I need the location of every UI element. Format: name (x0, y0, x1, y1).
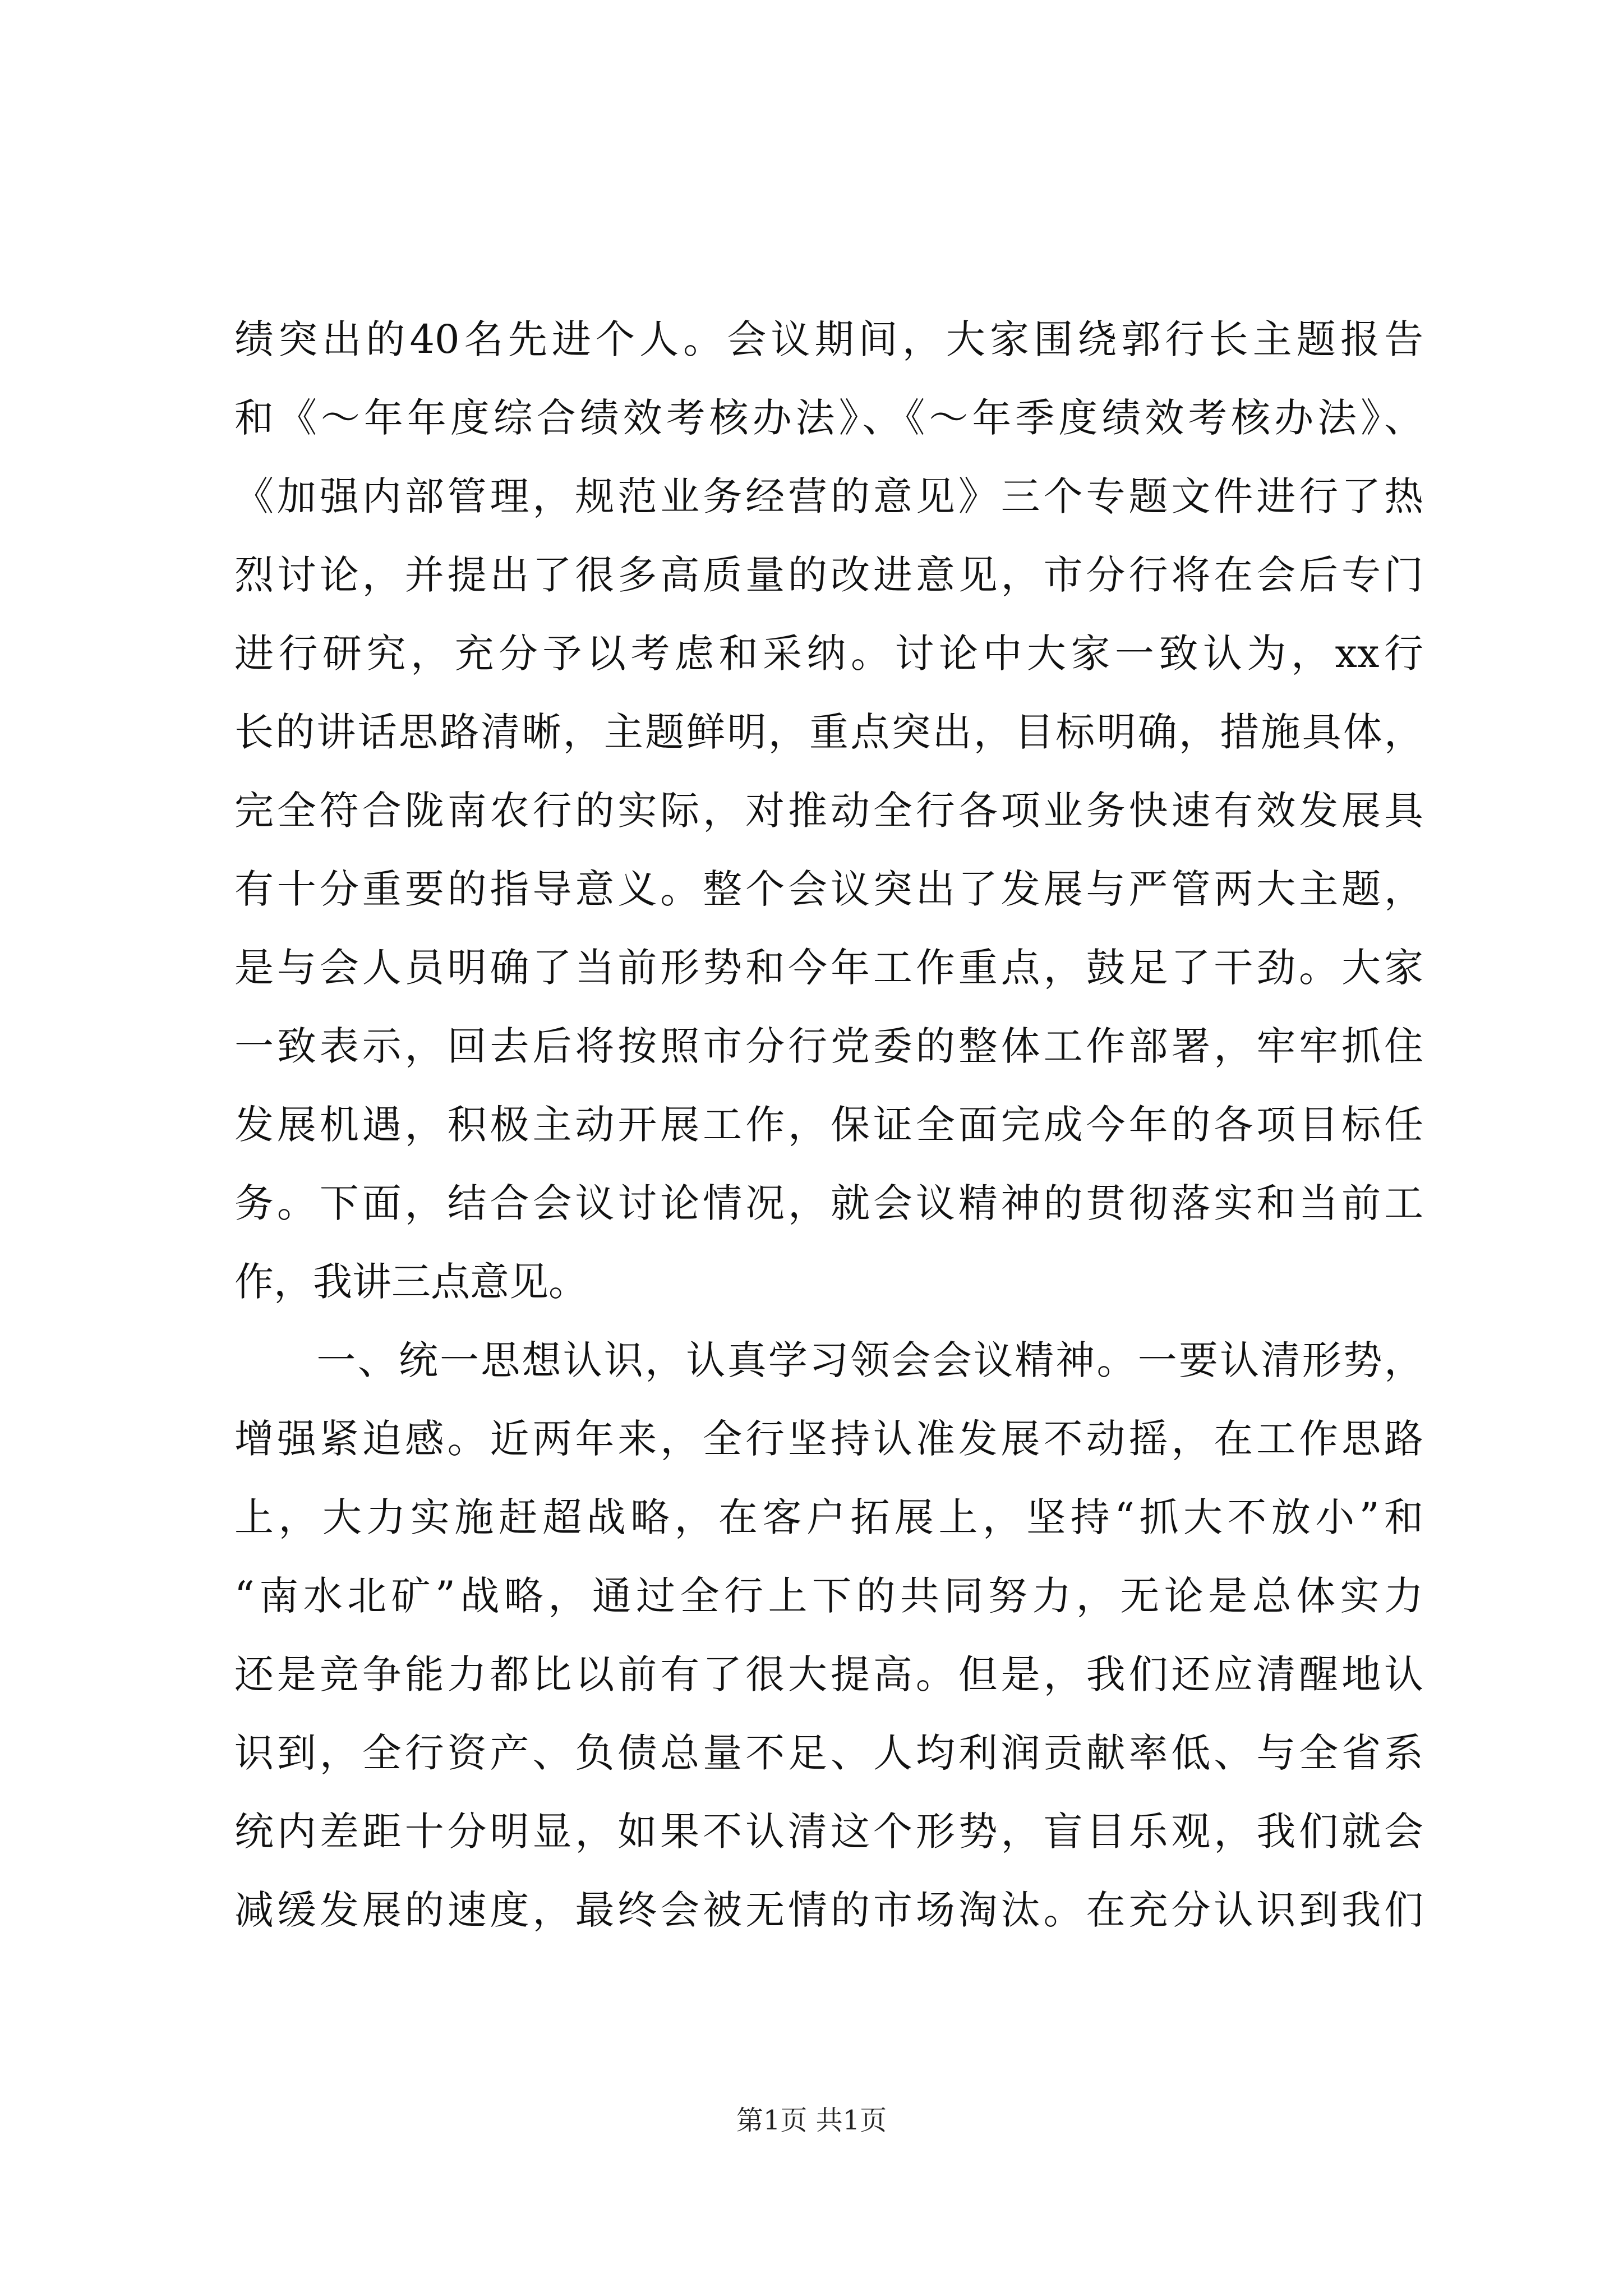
text-line: 烈讨论，并提出了很多高质量的改进意见，市分行将在会后专门 (234, 552, 1423, 598)
text-line: 务。下面，结合会议讨论情况，就会议精神的贯彻落实和当前工 (234, 1180, 1423, 1226)
page-number: 第1页 共1页 (736, 2105, 887, 2136)
text-line-paragraph-end: 作，我讲三点意见。 (234, 1259, 588, 1305)
text-line-paragraph-start: 一、统一思想认识，认真学习领会会议精神。一要认清形势， (234, 1337, 1423, 1383)
text-line: 上，大力实施赶超战略，在客户拓展上，坚持“抓大不放小”和 (234, 1494, 1423, 1540)
text-line: 一致表示，回去后将按照市分行党委的整体工作部署，牢牢抓住 (234, 1023, 1423, 1069)
text-line: 长的讲话思路清晰，主题鲜明，重点突出，目标明确，措施具体， (234, 709, 1423, 755)
text-line: 是与会人员明确了当前形势和今年工作重点，鼓足了干劲。大家 (234, 945, 1423, 991)
body-text (234, 300, 1423, 1949)
text-line: 进行研究，充分予以考虑和采纳。讨论中大家一致认为，xx行 (234, 631, 1423, 677)
text-line: 《加强内部管理，规范业务经营的意见》三个专题文件进行了热 (234, 473, 1423, 519)
page-footer (0, 2104, 1623, 2137)
text-line: 识到，全行资产、负债总量不足、人均利润贡献率低、与全省系 (234, 1730, 1423, 1776)
text-line: 统内差距十分明显，如果不认清这个形势，盲目乐观，我们就会 (234, 1809, 1423, 1855)
text-line: 增强紧迫感。近两年来，全行坚持认准发展不动摇，在工作思路 (234, 1416, 1423, 1462)
text-line: 发展机遇，积极主动开展工作，保证全面完成今年的各项目标任 (234, 1102, 1423, 1148)
text-line: 还是竞争能力都比以前有了很大提高。但是，我们还应清醒地认 (234, 1651, 1423, 1697)
text-line: 减缓发展的速度，最终会被无情的市场淘汰。在充分认识到我们 (234, 1887, 1423, 1933)
text-line: 和《～年年度综合绩效考核办法》、《～年季度绩效考核办法》、 (234, 395, 1423, 441)
text-line: 绩突出的40名先进个人。会议期间，大家围绕郭行长主题报告 (234, 316, 1423, 362)
text-line: 有十分重要的指导意义。整个会议突出了发展与严管两大主题， (234, 866, 1423, 912)
text-line: “南水北矿”战略，通过全行上下的共同努力，无论是总体实力 (234, 1573, 1423, 1619)
text-line: 完全符合陇南农行的实际，对推动全行各项业务快速有效发展具 (234, 788, 1423, 834)
